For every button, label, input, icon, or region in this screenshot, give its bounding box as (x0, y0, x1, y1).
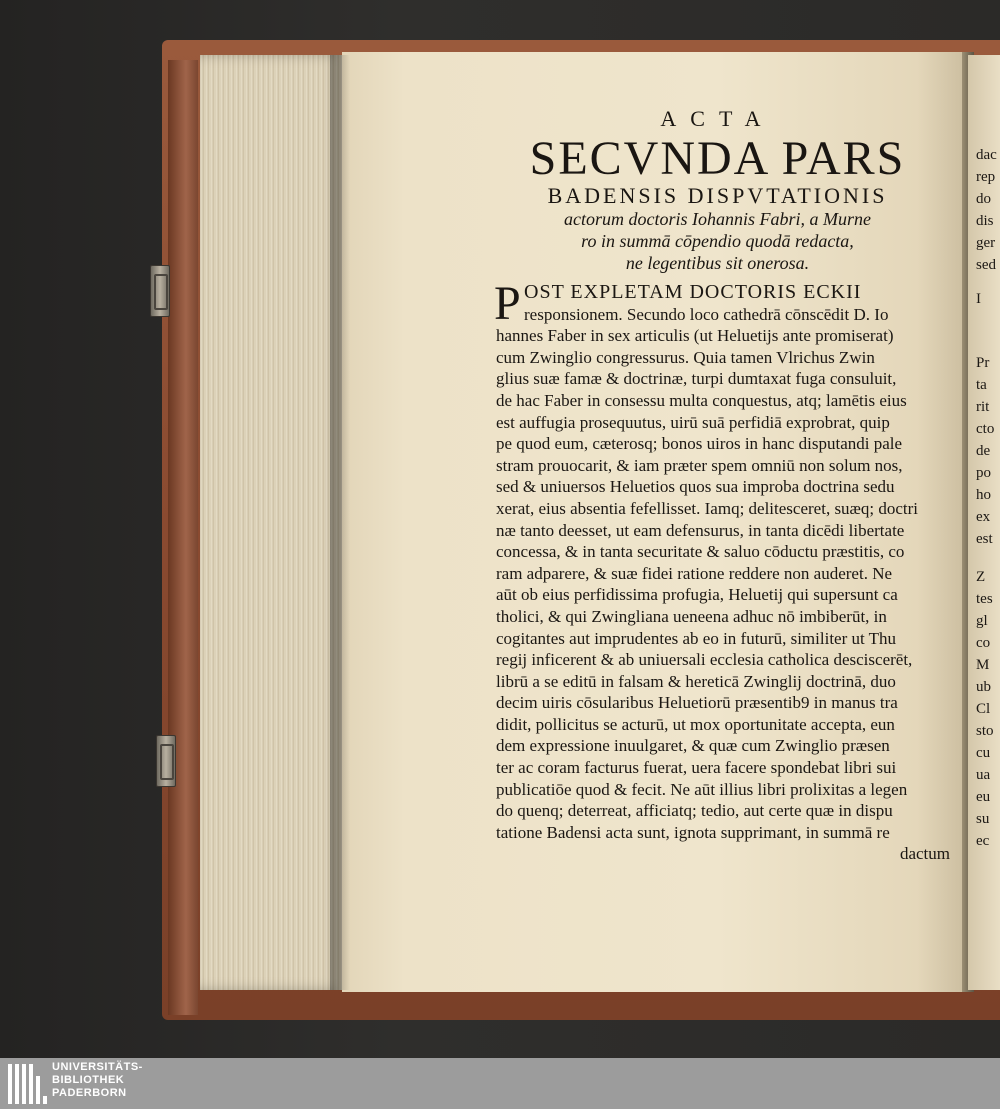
clasp-upper (150, 265, 170, 317)
text-line: publicatiōe quod & fecit. Ne aūt illius libri prolixitas a legen (496, 779, 908, 799)
text-line: cum Zwinglio congressurus. Quia tamen Vlrichus Zwin (496, 347, 875, 367)
facing-page-fragment: ua (976, 767, 991, 783)
text-line: didit, pollicitus se acturū, ut mox oportunitate accepta, eun (496, 714, 895, 734)
facing-page-fragment: do (976, 191, 991, 207)
footer-bar (0, 1058, 1000, 1109)
facing-page-fragment: de (976, 443, 991, 459)
drop-cap: P (494, 277, 521, 330)
text-line: ram adparere, & suæ fidei ratione reddere non auderet. Ne (496, 563, 893, 583)
facing-page-fragment: tes (976, 591, 993, 607)
facing-page-fragment: Cl (976, 701, 991, 717)
text-line: cogitantes aut imprudentes ab eo in futurū, similiter ut Thu (496, 628, 897, 648)
facing-page-fragment: co (976, 635, 991, 651)
text-line: ter ac coram facturus fuerat, uera facere spondebat libri sui (496, 758, 897, 778)
library-logo-icon (8, 1064, 48, 1104)
text-line: glius suæ famæ & doctrinæ, turpi dumtaxat fuga consuluit, (496, 369, 897, 389)
facing-page-fragment: po (976, 465, 991, 481)
facing-page-fragment: ho (976, 487, 991, 503)
facing-page-fragment: est (976, 531, 993, 547)
text-line: OST EXPLETAM DOCTORIS ECKII (524, 282, 862, 303)
facing-page-fragment: Z (976, 569, 986, 585)
text-line: regij inficerent & ab uniuersali ecclesia catholica desciscerēt, (496, 650, 913, 670)
text-line: stram prouocarit, & iam præter spem omniū non solum nos, (496, 455, 903, 475)
facing-page-fragment: ec (976, 833, 990, 849)
facing-page-fragment: eu (976, 789, 991, 805)
text-line: pe quod eum, cæterosq; bonos uiros in hanc disputandi pale (496, 434, 903, 454)
text-line: do quenq; deterreat, afficiatq; tedio, aut certe quæ in dispu (496, 801, 893, 821)
cover-edge (168, 60, 198, 1015)
facing-page-fragment: Pr (976, 355, 990, 371)
clasp-lower (156, 735, 176, 787)
text-line: xerat, eius absentia fefellisset. Iamq; delitesceret, suæq; doctri (496, 498, 919, 518)
text-line: dem expressione inuulgaret, & quæ cum Zwinglio præsen (496, 736, 890, 756)
main-text (494, 277, 956, 865)
text-line: responsionem. Secundo loco cathedrā cōnscēdit D. Io (524, 304, 889, 324)
library-name-line: UNIVERSITÄTS- (52, 1061, 143, 1073)
facing-page-fragment: ub (976, 679, 991, 695)
facing-page-fragment: ger (976, 235, 996, 251)
facing-page-fragment: rep (976, 169, 996, 185)
page-subtitle: BADENSIS DISPVTATIONIS (547, 183, 888, 208)
facing-page-fragment: cto (976, 421, 995, 437)
text-line: decim uiris cōsularibus Heluetiorū præsentib9 in manus tra (496, 693, 898, 713)
facing-page-fragment: I (976, 291, 981, 307)
text-line: de hac Faber in consessu multa conquestus, atq; lamētis eius (496, 390, 907, 410)
text-line: tholici, & qui Zwingliana ueneena adhuc nō imbiberūt, in (496, 606, 887, 626)
facing-page-fragment: dis (976, 213, 994, 229)
facing-page-fragment: sto (976, 723, 994, 739)
page-title: SECVNDA PARS (529, 132, 906, 185)
acta-heading: ACTA (660, 106, 775, 131)
title-line: actorum doctoris Iohannis Fabri, a Murne (564, 209, 871, 229)
facing-page-fragment: sed (976, 257, 996, 273)
facing-page-fragment: ex (976, 509, 991, 525)
page-edges (200, 55, 342, 990)
text-line: næ tanto deesset, ut eam defensurus, in tanta dicēdi libertate (496, 520, 905, 540)
library-name (52, 1061, 143, 1100)
spine-shadow (330, 55, 350, 990)
catchword: dactum (899, 844, 950, 864)
library-name-line: PADERBORN (52, 1087, 127, 1099)
title-line: ne legentibus sit onerosa. (625, 253, 810, 273)
text-line: est auffugia prosequutus, uirū suā perfidiā exprobrat, quip (496, 412, 890, 432)
facing-page-fragment: M (976, 657, 990, 673)
text-line: tatione Badensi acta sunt, ignota supprimant, in summā re (496, 822, 890, 842)
title-description (480, 208, 955, 274)
title-block (480, 104, 955, 274)
facing-page (968, 55, 1000, 990)
text-line: hannes Faber in sex articulis (ut Heluetijs ante promiserat) (496, 326, 894, 346)
facing-page-fragment: ta (976, 377, 987, 393)
title-line: ro in summā cōpendio quodā redacta, (581, 231, 854, 251)
facing-page-fragment: dac (976, 147, 997, 163)
facing-page-fragment: rit (976, 399, 990, 415)
library-name-line: BIBLIOTHEK (52, 1074, 125, 1086)
text-line: aūt ob eius perfidissima profugia, Heluetij qui supersunt ca (496, 585, 898, 605)
text-line: sed & uniuersos Heluetios quos sua improba doctrina sedu (496, 477, 895, 497)
text-line: concessa, & in tanta securitate & saluo cōductu præstitis, co (496, 542, 905, 562)
facing-page-fragment: cu (976, 745, 991, 761)
facing-page-fragment: gl (976, 613, 988, 629)
facing-page-fragment: su (976, 811, 990, 827)
text-line: librū a se editū in falsam & hereticā Zwinglij doctrinā, duo (496, 671, 896, 691)
